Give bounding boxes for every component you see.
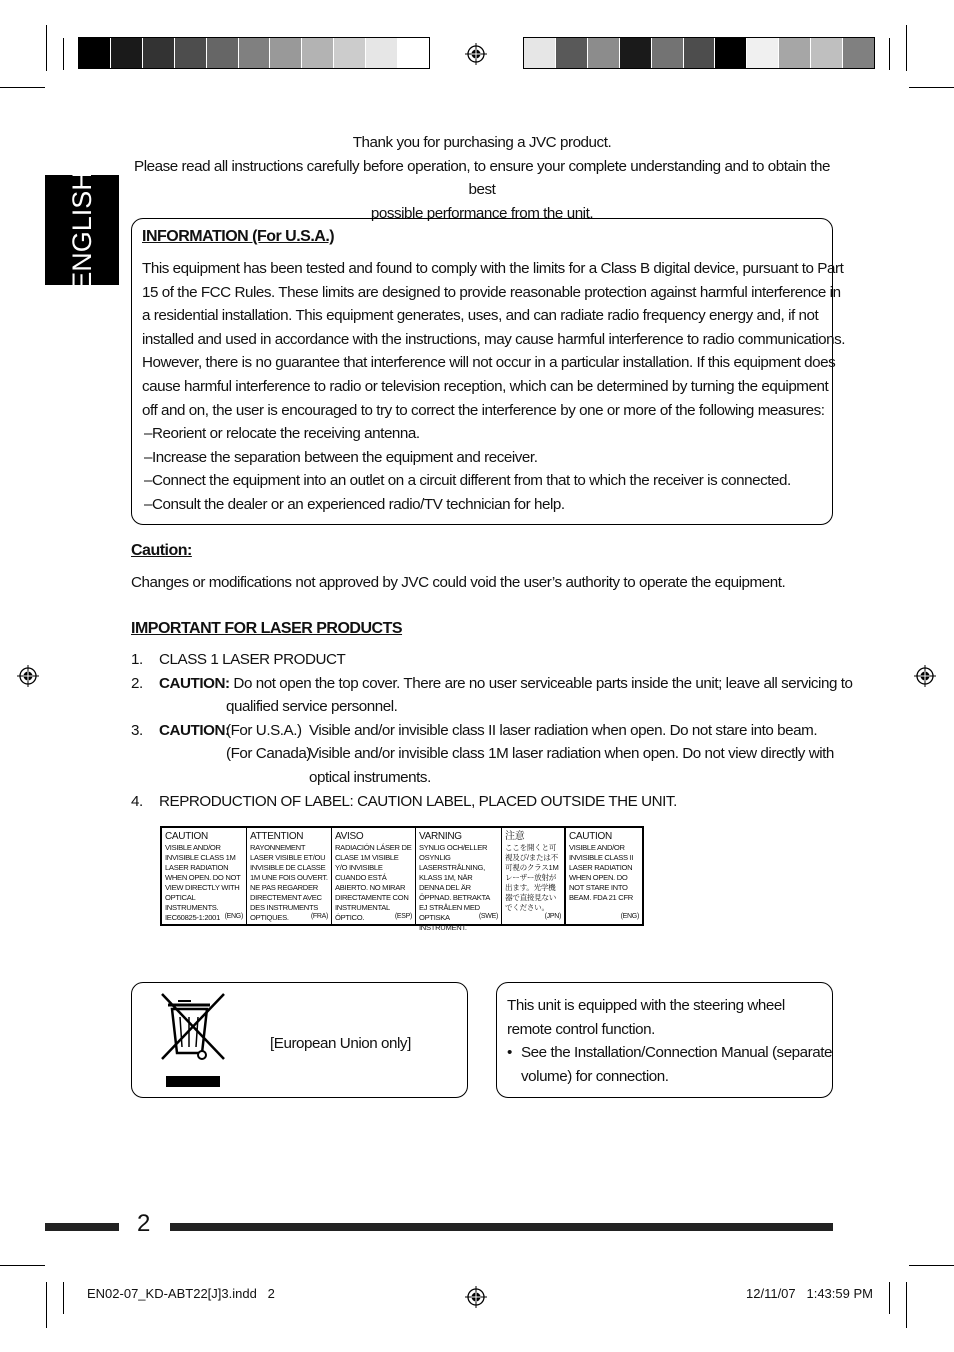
- label-cell: [247, 828, 332, 924]
- fcc-line: a residential installation. This equipment generates, uses, and can radiate radio frequency energy and, if not: [142, 307, 819, 325]
- label-cell-body: RAYONNEMENT LASER VISIBLE ET/OU INVISIBLE DE CLASSE 1M UNE FOIS OUVERT. NE PAS REGARDER DIRECTEMENT AVEC DES INSTRUMENTS OPTIQUES.: [250, 843, 328, 922]
- label-cell-title: CAUTION: [569, 831, 612, 842]
- color-swatch: [143, 38, 175, 68]
- label-cell-title: CAUTION: [165, 831, 208, 842]
- steering-line: See the Installation/Connection Manual (separate: [521, 1044, 833, 1062]
- slug-file-info: EN02-07_KD-ABT22[J]3.indd 2: [87, 1286, 275, 1301]
- list-text: CLASS 1 LASER PRODUCT: [159, 651, 346, 668]
- color-swatch: [175, 38, 207, 68]
- steering-line: This unit is equipped with the steering wheel: [507, 997, 785, 1014]
- color-swatch: [111, 38, 143, 68]
- color-swatch: [556, 38, 588, 68]
- steering-line: volume) for connection.: [521, 1067, 669, 1085]
- label-cell-lang: (JPN): [544, 913, 561, 920]
- steering-bullet-item: [507, 1041, 833, 1065]
- label-cell-body: VISIBLE AND/OR INVISIBLE CLASS 1M LASER RADIATION WHEN OPEN. DO NOT VIEW DIRECTLY WITH OPTICAL INSTRUMENTS. IEC60825-1:2001: [165, 843, 241, 922]
- registration-mark-icon: [17, 665, 39, 687]
- color-swatch: [270, 38, 302, 68]
- color-swatch: [334, 38, 366, 68]
- list-item-continuation: [131, 695, 831, 719]
- registration-mark-icon: [465, 43, 487, 65]
- label-cell: [566, 828, 642, 924]
- list-number: 1.: [131, 651, 143, 668]
- crop-mark: [0, 1265, 45, 1266]
- crop-mark: [46, 25, 47, 71]
- color-swatch: [652, 38, 684, 68]
- crop-mark: [889, 1282, 890, 1314]
- registration-mark-icon: [914, 665, 936, 687]
- color-swatch: [366, 38, 398, 68]
- fcc-line: installed and used in accordance with the instructions, may cause harmful interference to radio communications.: [142, 330, 846, 348]
- list-item: [131, 648, 831, 672]
- color-swatch: [398, 38, 429, 68]
- language-tab-label: ENGLISH: [66, 170, 97, 290]
- caution-text: Changes or modifications not approved by JVC could void the user’s authority to operate the equipment.: [131, 574, 786, 591]
- color-swatch: [239, 38, 271, 68]
- label-cell-body: RADIACIÓN LÁSER DE CLASE 1M VISIBLE Y/O INVISIBLE CUANDO ESTÁ ABIERTO. NO MIRAR DIRECTAMENTE CON INSTRUMENTAL ÓPTICO.: [335, 843, 412, 922]
- crop-mark: [909, 1265, 954, 1266]
- crop-mark: [906, 1282, 907, 1328]
- label-cell-title: ATTENTION: [250, 831, 304, 842]
- fcc-line: 15 of the FCC Rules. These limits are designed to provide reasonable protection against harmful interference in: [142, 283, 841, 301]
- laser-heading: IMPORTANT FOR LASER PRODUCTS: [131, 620, 403, 637]
- bullet: •: [507, 1044, 512, 1062]
- fcc-line: This equipment has been tested and found to comply with the limits for a Class B digital device, pursuant to Part: [142, 260, 844, 277]
- fcc-measure: –Increase the separation between the equipment and receiver.: [144, 448, 538, 466]
- intro: [120, 131, 844, 225]
- list-text: Do not open the top cover. There are no user serviceable parts inside the unit; leave all servicing to: [233, 674, 853, 692]
- list-text: Visible and/or invisible class II laser radiation when open. Do not stare into beam.: [309, 721, 818, 739]
- label-cell-lang: (ENG): [620, 913, 639, 920]
- list-text: REPRODUCTION OF LABEL: CAUTION LABEL, PLACED OUTSIDE THE UNIT.: [159, 792, 677, 810]
- label-cell-lang: (ENG): [224, 913, 243, 920]
- label-cell-title: AVISO: [335, 831, 364, 842]
- footer-rule-right: [170, 1223, 833, 1231]
- crop-mark: [889, 38, 890, 70]
- crossed-wheelie-bin-icon: [158, 991, 230, 1089]
- registration-mark-icon: [465, 1286, 487, 1308]
- list-region-label: (For Canada): [226, 745, 311, 763]
- list-number: 3.: [131, 721, 143, 739]
- intro-line: Please read all instructions carefully before operation, to ensure your complete understanding and to obtain the best: [134, 157, 830, 199]
- color-swatch: [524, 38, 556, 68]
- language-tab: [45, 170, 119, 290]
- list-number: 4.: [131, 792, 143, 810]
- steering-text: [507, 994, 833, 1088]
- color-swatch: [715, 38, 747, 68]
- label-cell-title: VARNING: [419, 831, 462, 842]
- slug-timestamp: 12/11/07 1:43:59 PM: [746, 1286, 873, 1301]
- list-item: [131, 719, 831, 743]
- label-cell-lang: (ESP): [394, 913, 412, 920]
- crop-mark: [63, 38, 64, 70]
- color-swatch: [79, 38, 111, 68]
- list-text: qualified service personnel.: [226, 698, 398, 716]
- color-calibration-bar-left: [78, 37, 430, 69]
- fcc-line: However, there is no guarantee that interference will not occur in a particular installation. If this equipment does: [142, 354, 836, 372]
- fcc-heading: INFORMATION (For U.S.A.): [142, 228, 335, 245]
- list-item: [131, 672, 853, 696]
- intro-line: possible performance from the unit.: [370, 204, 594, 222]
- fcc-measure: –Consult the dealer or an experienced radio/TV technician for help.: [144, 495, 565, 513]
- fcc-body: [142, 257, 846, 517]
- color-swatch: [302, 38, 334, 68]
- footer-rule-left: [45, 1223, 119, 1231]
- color-swatch: [779, 38, 811, 68]
- crop-mark: [906, 25, 907, 71]
- steering-line: remote control function.: [507, 1020, 655, 1038]
- list-caution-label: CAUTION:: [159, 674, 230, 692]
- label-cell: [416, 828, 502, 932]
- color-swatch: [207, 38, 239, 68]
- list-item: [131, 790, 831, 814]
- color-swatch: [588, 38, 620, 68]
- fcc-line: off and on, the user is encouraged to try to correct the interference by one or more of the following measures:: [142, 401, 825, 419]
- list-item-continuation: [131, 766, 831, 790]
- label-cell: [332, 828, 416, 924]
- laser-list: [131, 648, 853, 813]
- list-item-continuation: [131, 742, 834, 766]
- label-cell-body: ここを開くと可視及び/または不可視のクラス1Mレーザー放射が出ます。光学機器で直接見ないでください。: [505, 843, 559, 912]
- list-number: 2.: [131, 674, 143, 692]
- list-caution-label: CAUTION:: [159, 721, 230, 739]
- color-swatch: [684, 38, 716, 68]
- page-number: 2: [137, 1210, 151, 1237]
- crop-mark: [63, 1282, 64, 1314]
- fcc-measure: –Reorient or relocate the receiving antenna.: [144, 425, 420, 443]
- label-cell: [162, 828, 247, 924]
- label-cell: [502, 828, 566, 924]
- list-text: optical instruments.: [309, 768, 431, 786]
- eu-only-text: [European Union only]: [270, 1035, 411, 1052]
- list-text: Visible and/or invisible class 1M laser radiation when open. Do not view directly with: [309, 745, 834, 763]
- intro-line: Thank you for purchasing a JVC product.: [352, 134, 612, 151]
- label-cell-body: SYNLIG OCH/ELLER OSYNLIG LASERSTRÅLNING, KLASS 1M, NÄR DENNA DEL ÄR ÖPPNAD. BETRAKTA EJ STRÅLEN MED OPTISKA INSTRUMENT.: [419, 843, 490, 932]
- label-cell-body: VISIBLE AND/OR INVISIBLE CLASS II LASER RADIATION WHEN OPEN. DO NOT STARE INTO BEAM. FDA 21 CFR: [569, 843, 634, 902]
- color-swatch: [811, 38, 843, 68]
- label-cell-lang: (FRA): [310, 913, 328, 920]
- crop-mark: [909, 87, 954, 88]
- fcc-line: cause harmful interference to radio or television reception, which can be determined by turning the equipment: [142, 377, 829, 395]
- fcc-measure: –Connect the equipment into an outlet on a circuit different from that to which the receiver is connected.: [144, 472, 791, 490]
- label-cell-lang: (SWE): [478, 913, 498, 920]
- color-swatch: [747, 38, 779, 68]
- caution-label-reproduction: [160, 826, 644, 932]
- crop-mark: [0, 87, 45, 88]
- label-cell-title: 注意: [505, 831, 525, 842]
- color-swatch: [620, 38, 652, 68]
- crop-mark: [46, 1282, 47, 1328]
- caution-heading: Caution:: [131, 542, 192, 559]
- color-swatch: [843, 38, 874, 68]
- list-region-label: (For U.S.A.): [226, 721, 302, 739]
- color-calibration-bar-right: [523, 37, 875, 69]
